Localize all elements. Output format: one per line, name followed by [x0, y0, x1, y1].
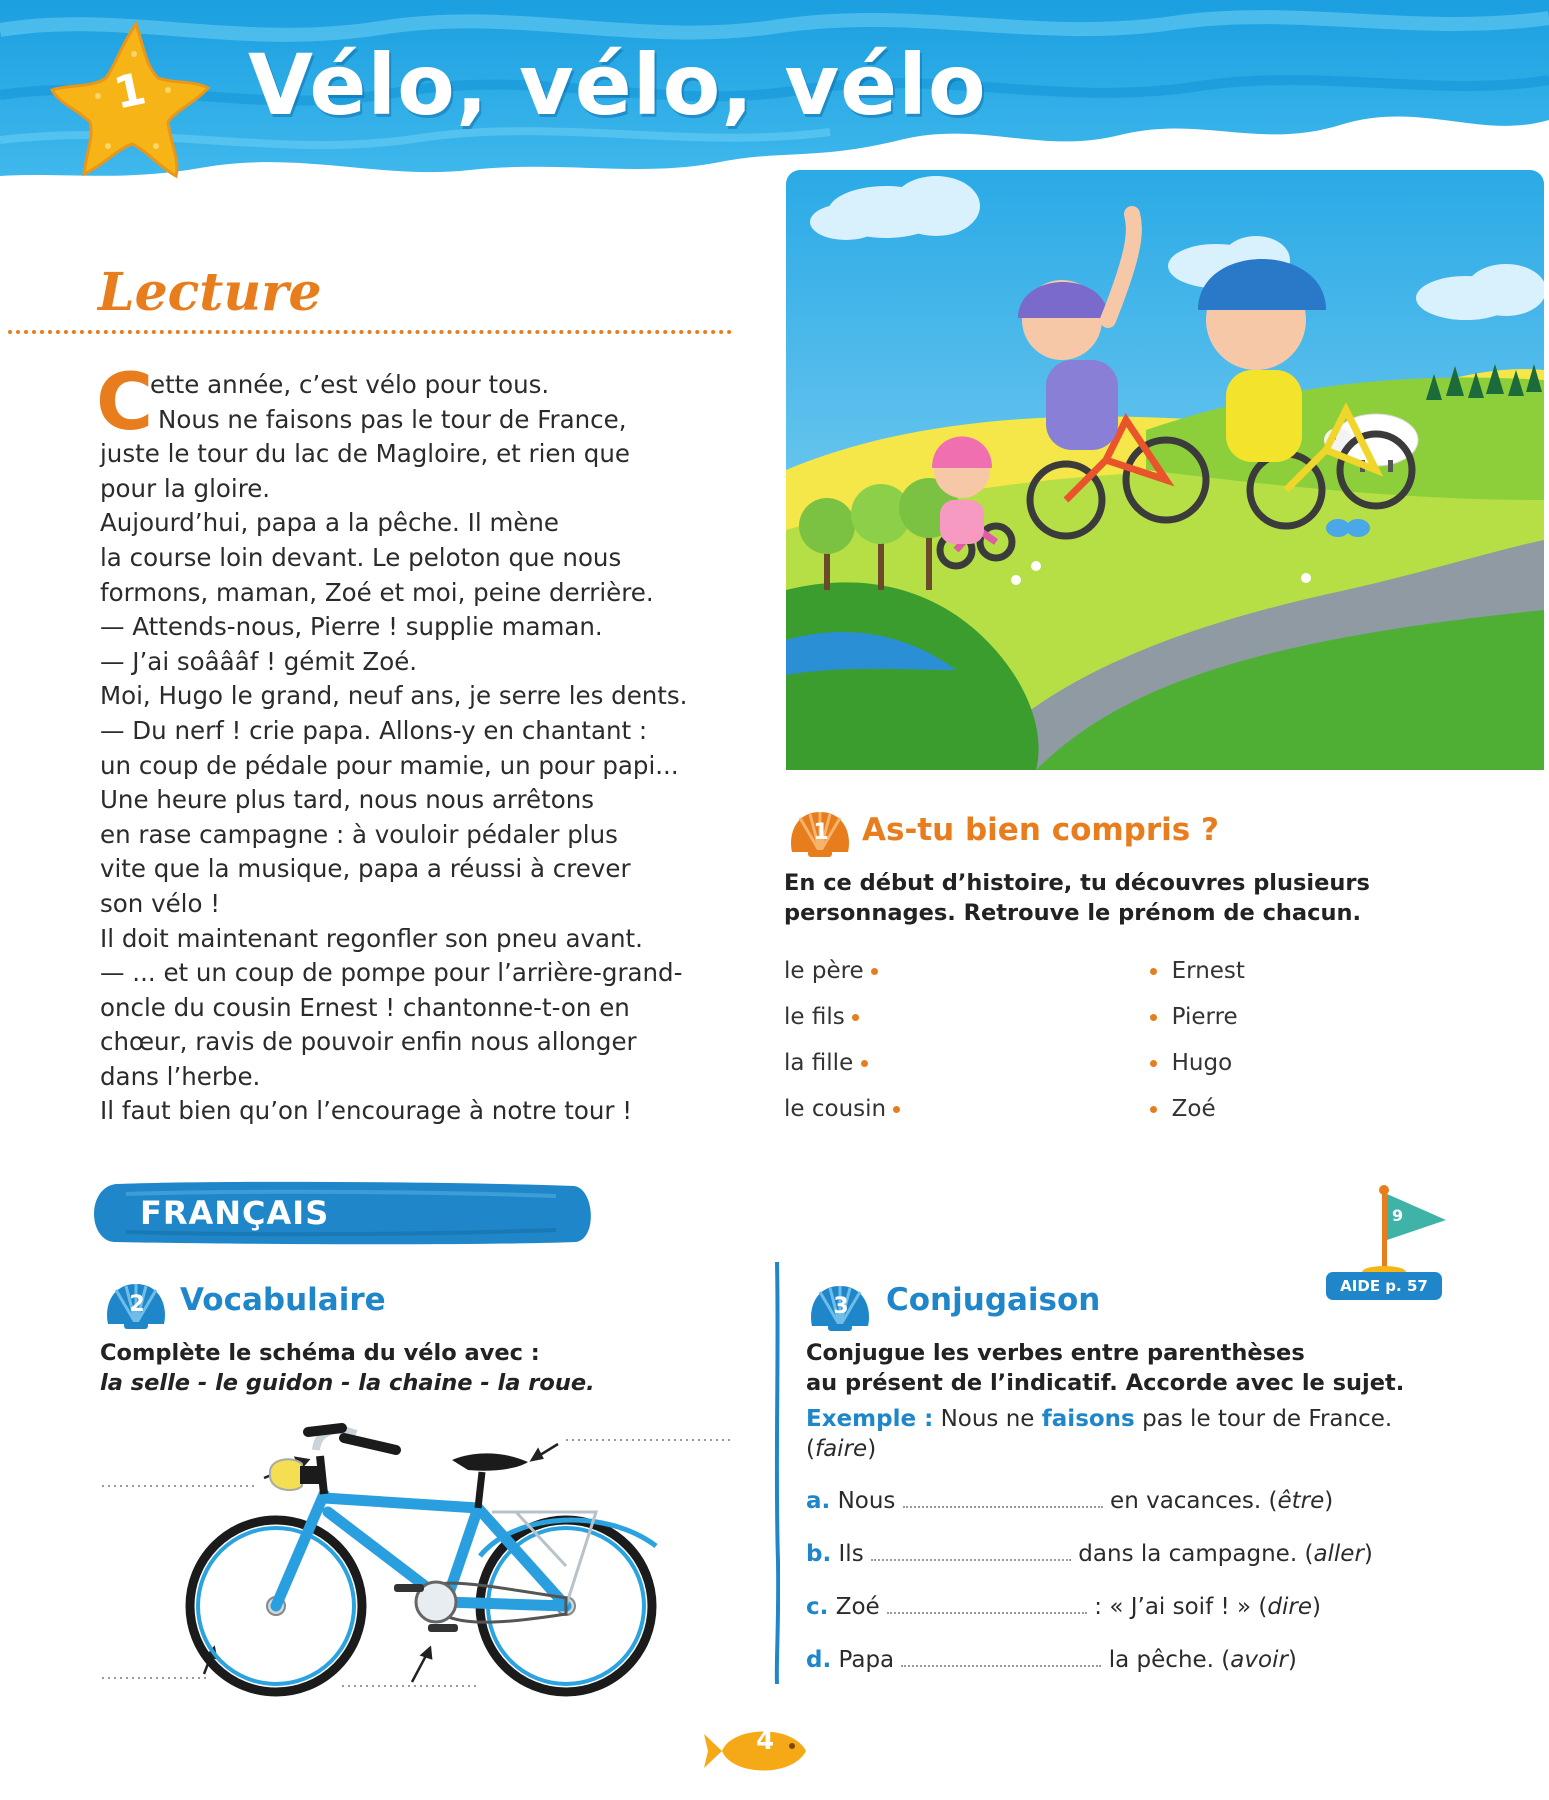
instruction-line: au présent de l’indicatif. Accorde avec le sujet. [806, 1370, 1405, 1396]
item-verb: avoir [1230, 1647, 1288, 1673]
column-divider [774, 1262, 780, 1684]
exercise1-heading: As-tu bien compris ? [862, 812, 1219, 848]
chapter-number: 1 [109, 63, 151, 120]
example-hint: faire [814, 1436, 868, 1462]
item-rest: en vacances. [1110, 1488, 1262, 1514]
answer-blank[interactable] [887, 1594, 1087, 1614]
example-hint-close: ) [867, 1436, 877, 1462]
match-label: le père [784, 958, 864, 984]
family-cycling-illustration [786, 170, 1544, 770]
item-rest: dans la campagne. [1078, 1541, 1298, 1567]
bike-schema-diagram [96, 1416, 756, 1706]
lecture-heading: Lecture [98, 262, 322, 323]
match-right-item [1150, 1050, 1232, 1076]
match-dot[interactable] [852, 1014, 859, 1021]
example-label: Exemple : [806, 1406, 934, 1432]
conjugation-item: a. Nous en vacances. (être) [806, 1488, 1334, 1514]
reading-line: — ... et un coup de pompe pour l’arrière-grand- [100, 958, 683, 988]
item-subject: Papa [838, 1647, 895, 1673]
reading-line: Il doit maintenant regonfler son pneu avant. [100, 923, 643, 953]
item-letter: a. [806, 1488, 831, 1514]
conjugation-example [806, 1404, 1466, 1464]
exercise3-instruction [806, 1338, 1404, 1398]
reading-line: — Du nerf ! crie papa. Allons-y en chantant : [100, 715, 648, 745]
instruction-line: personnages. Retrouve le prénom de chacun. [784, 900, 1362, 926]
reading-line: pour la gloire. [100, 473, 271, 503]
reading-line: chœur, ravis de pouvoir enfin nous allonger [100, 1027, 637, 1057]
exercise2-heading: Vocabulaire [180, 1282, 386, 1318]
reading-line: Moi, Hugo le grand, neuf ans, je serre les dents. [100, 681, 688, 711]
match-left-item [784, 1050, 868, 1076]
answer-blank[interactable] [901, 1647, 1101, 1667]
reading-line: Aujourd’hui, papa a la pêche. Il mène [100, 508, 559, 538]
conjugation-item: c. Zoé : « J’ai soif ! » (dire) [806, 1594, 1321, 1620]
instruction-line: la selle - le guidon - la chaine - la roue. [100, 1370, 595, 1396]
exercise1-instruction [784, 868, 1370, 928]
exercise3-heading: Conjugaison [886, 1282, 1101, 1318]
page-title: Vélo, vélo, vélo [248, 36, 987, 134]
match-left-item [784, 1004, 859, 1030]
match-label: le fils [784, 1004, 845, 1030]
item-rest: : « J’ai soif ! » [1094, 1594, 1252, 1620]
example-verb: faisons [1041, 1406, 1135, 1432]
item-subject: Nous [837, 1488, 896, 1514]
match-label: Ernest [1171, 958, 1245, 984]
match-left-item [784, 958, 878, 984]
match-dot[interactable] [893, 1106, 900, 1113]
exercise2-instruction [100, 1338, 595, 1398]
match-dot[interactable] [1150, 1060, 1157, 1067]
page-number: 4 [756, 1726, 775, 1756]
match-dot[interactable] [871, 968, 878, 975]
francais-label: FRANÇAIS [140, 1194, 330, 1232]
match-label: la fille [784, 1050, 854, 1076]
exercise-number: 1 [813, 820, 829, 845]
conjugation-item: d. Papa la pêche. (avoir) [806, 1647, 1297, 1673]
aide-link[interactable]: AIDE p. 57 [1326, 1272, 1442, 1300]
item-verb: être [1277, 1488, 1325, 1514]
reading-line: en rase campagne : à vouloir pédaler plus [100, 819, 618, 849]
item-subject: Zoé [835, 1594, 880, 1620]
example-text: pas le tour de France. [1142, 1406, 1393, 1432]
aide-page-flag-number: 9 [1392, 1206, 1404, 1225]
match-label: Zoé [1171, 1096, 1216, 1122]
reading-line: — Attends-nous, Pierre ! supplie maman. [100, 612, 603, 642]
reading-line: Une heure plus tard, nous nous arrêtons [100, 785, 595, 815]
item-letter: b. [806, 1541, 832, 1567]
match-label: Pierre [1171, 1004, 1238, 1030]
example-hint-open: ( [806, 1436, 815, 1462]
match-right-item [1150, 958, 1245, 984]
item-letter: c. [806, 1594, 829, 1620]
conjugation-item: b. Ils dans la campagne. (aller) [806, 1541, 1373, 1567]
match-dot[interactable] [861, 1060, 868, 1067]
reading-line: ette année, c’est vélo pour tous. [150, 370, 550, 399]
reading-line: vite que la musique, papa a réussi à crever [100, 854, 631, 884]
reading-line: oncle du cousin Ernest ! chantonne-t-on en [100, 992, 630, 1022]
instruction-line: Complète le schéma du vélo avec : [100, 1340, 540, 1366]
example-text: Nous ne [940, 1406, 1035, 1432]
instruction-line: Conjugue les verbes entre parenthèses [806, 1340, 1305, 1366]
match-label: le cousin [784, 1096, 887, 1122]
match-dot[interactable] [1150, 1106, 1157, 1113]
match-dot[interactable] [1150, 1014, 1157, 1021]
match-right-item [1150, 1096, 1216, 1122]
match-label: Hugo [1171, 1050, 1233, 1076]
reading-line: Nous ne faisons pas le tour de France, [158, 404, 627, 434]
match-dot[interactable] [1150, 968, 1157, 975]
match-left-item [784, 1096, 900, 1122]
exercise-number: 3 [833, 1294, 849, 1319]
reading-line: la course loin devant. Le peloton que nous [100, 542, 622, 572]
drop-cap: C [96, 358, 154, 448]
answer-blank[interactable] [903, 1488, 1103, 1508]
reading-line: formons, maman, Zoé et moi, peine derrière. [100, 577, 654, 607]
reading-line: Il faut bien qu’on l’encourage à notre tour ! [100, 1096, 633, 1126]
reading-line: dans l’herbe. [100, 1061, 261, 1091]
reading-line: — J’ai soâââf ! gémit Zoé. [100, 646, 418, 676]
reading-line: son vélo ! [100, 888, 221, 918]
reading-text [100, 368, 750, 1129]
reading-line: juste le tour du lac de Magloire, et rien que [100, 439, 630, 469]
item-letter: d. [806, 1647, 832, 1673]
item-verb: dire [1267, 1594, 1312, 1620]
item-rest: la pêche. [1108, 1647, 1214, 1673]
exercise-number: 2 [129, 1292, 145, 1317]
match-right-item [1150, 1004, 1238, 1030]
item-subject: Ils [838, 1541, 864, 1567]
instruction-line: En ce début d’histoire, tu découvres plusieurs [784, 870, 1370, 896]
item-verb: aller [1313, 1541, 1364, 1567]
lecture-divider [8, 330, 732, 334]
answer-blank[interactable] [871, 1541, 1071, 1561]
reading-line: un coup de pédale pour mamie, un pour papi... [100, 750, 679, 780]
